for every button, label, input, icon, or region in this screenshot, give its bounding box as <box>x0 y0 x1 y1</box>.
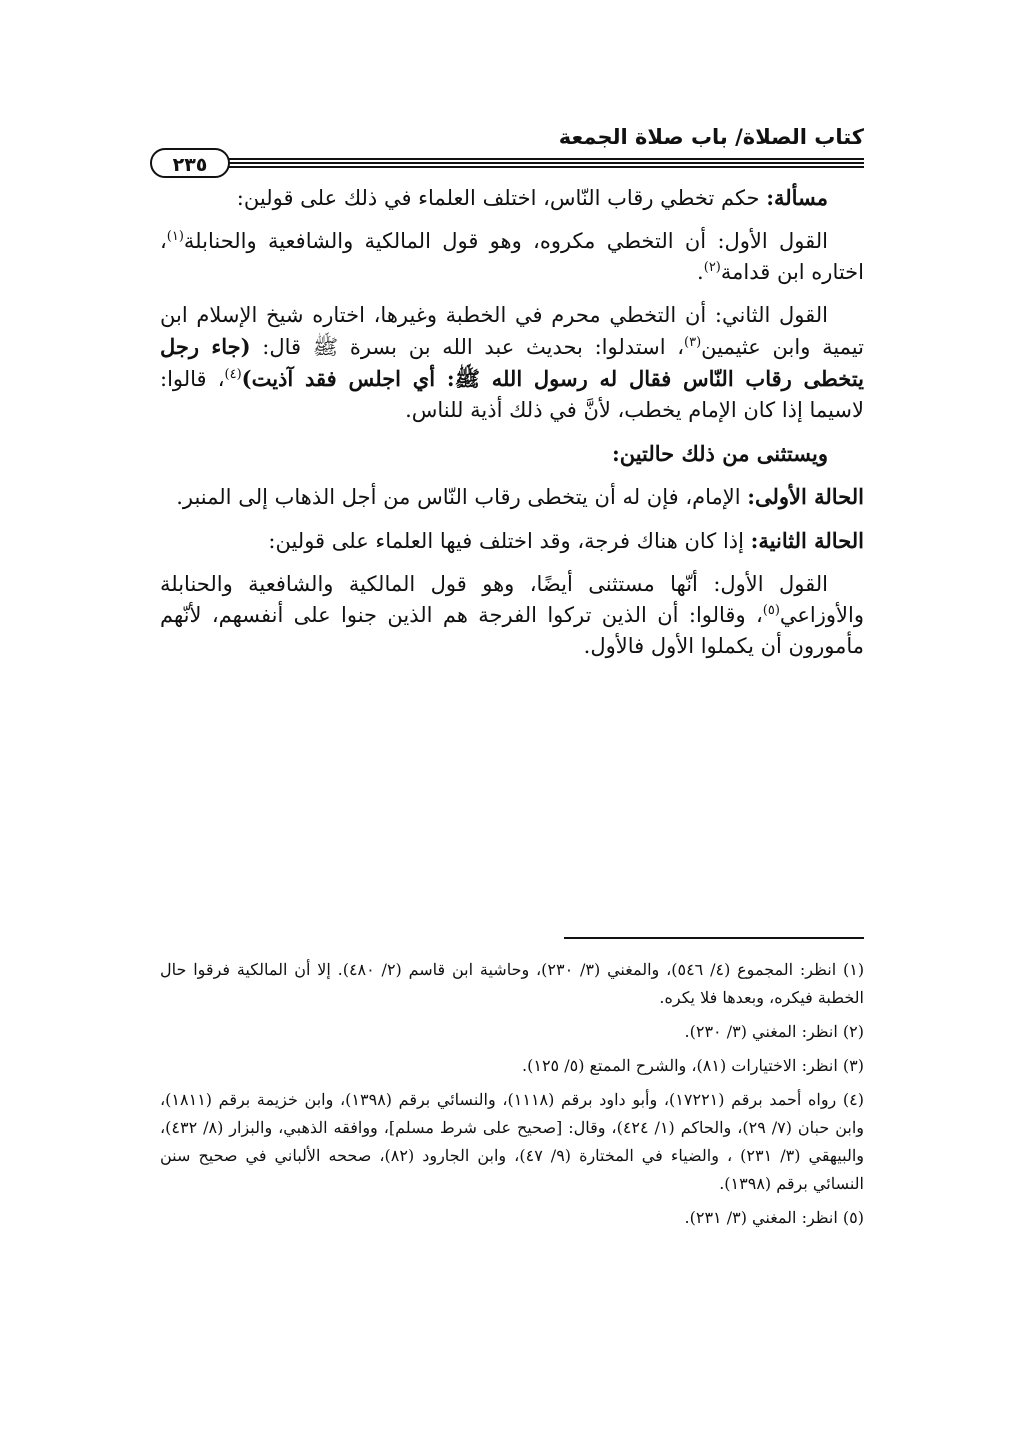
footnote-ref-5[interactable]: (٥) <box>762 603 780 618</box>
footnote-1: (١) انظر: المجموع (٤/ ٥٤٦)، والمغني (٣/ ٢٣٠)، وحاشية ابن قاسم (٢/ ٤٨٠). إلا أن المالكية فرقوا حال الخطبة فيكره، وبعدها فلا يكره. <box>160 960 865 1007</box>
second-case-label: الحالة الثانية: <box>750 528 864 553</box>
main-text <box>160 182 864 674</box>
footnote-3: (٣) انظر: الاختيارات (٨١)، والشرح الممتع (٥/ ١٢٥). <box>522 1056 864 1075</box>
footnote-ref-1[interactable]: (١) <box>166 229 184 244</box>
footnote-ref-4[interactable]: (٤) <box>224 367 242 382</box>
hadith-quote: (جاء رجل يتخطى رقاب النّاس فقال له رسول الله ﷺ: أي اجلس فقد آذيت) <box>160 334 865 391</box>
footnote-5: (٥) انظر: المغني (٣/ ٢٣١). <box>684 1208 864 1227</box>
paragraph-second-case: الحالة الثانية: إذا كان هناك فرجة، وقد اختلف فيها العلماء على قولين: <box>268 528 864 553</box>
paragraph-case-opinion: القول الأول: أنّها مستثنى أيضًا، وهو قول المالكية والشافعية والحنابلة والأوزاعي$^{(٥)}$، وقالوا: أن الذين تركوا الفرجة هم الذين جنوا على أنفسهم، لأنّهم مأمورون أن يكملوا الأول فالأول. <box>160 572 864 658</box>
paragraph-exceptions-heading: ويستثنى من ذلك حالتين: <box>611 441 828 466</box>
first-case-label: الحالة الأولى: <box>747 484 864 509</box>
masala-label: مسألة: <box>766 185 828 210</box>
running-title: كتاب الصلاة/ باب صلاة الجمعة <box>558 125 864 149</box>
paragraph-masala: مسألة: حكم تخطي رقاب النّاس، اختلف العلماء في ذلك على قولين: <box>236 185 828 210</box>
footnote-ref-2[interactable]: (٢) <box>703 260 721 275</box>
footnote-4: (٤) رواه أحمد برقم (١٧٢٢١)، وأبو داود برقم (١١١٨)، والنسائي برقم (١٣٩٨)، وابن خزيمة برقم (١٨١١)، وابن حبان (٧/ ٢٩)، والحاكم (١/ ٤٢٤)، وقال: [صحيح على شرط مسلم]، ووافقه الذهبي، والبزار (٨/ ٤٣٢)، والبيهقي (٣/ ٢٣١) ، والضياء في المختارة (٩/ ٤٧)، وابن الجارود (٨٢)، صححه الألباني في صحيح سنن النسائي برقم (١٣٩٨). <box>160 1090 865 1193</box>
paragraph-first-opinion: القول الأول: أن التخطي مكروه، وهو قول المالكية والشافعية والحنابلة$^{(١)}$، اختاره ابن قدامة$^{(٢)}$. <box>160 229 864 284</box>
footnote-separator <box>564 937 864 939</box>
page-number: ٢٣٥ <box>150 148 230 178</box>
footnote-2: (٢) انظر: المغني (٣/ ٢٣٠). <box>684 1022 864 1041</box>
paragraph-second-opinion: القول الثاني: أن التخطي محرم في الخطبة وغيرها، اختاره شيخ الإسلام ابن تيمية وابن عثيمين$^{(٣)}$، استدلوا: بحديث عبد الله بن بسرة ﷺ قال: (جاء رجل يتخطى رقاب النّاس فقال له رسول الله ﷺ: أي اجلس فقد آذيت)$^{(٤)}$، قالوا: لاسيما إذا كان الإمام يخطب، لأنَّ في ذلك أذية للناس. <box>160 303 865 422</box>
header-rule <box>152 158 864 168</box>
footnote-ref-3[interactable]: (٣) <box>684 335 702 350</box>
footnotes <box>160 956 864 1238</box>
paragraph-first-case: الحالة الأولى: الإمام، فإن له أن يتخطى رقاب النّاس من أجل الذهاب إلى المنبر. <box>176 484 864 509</box>
